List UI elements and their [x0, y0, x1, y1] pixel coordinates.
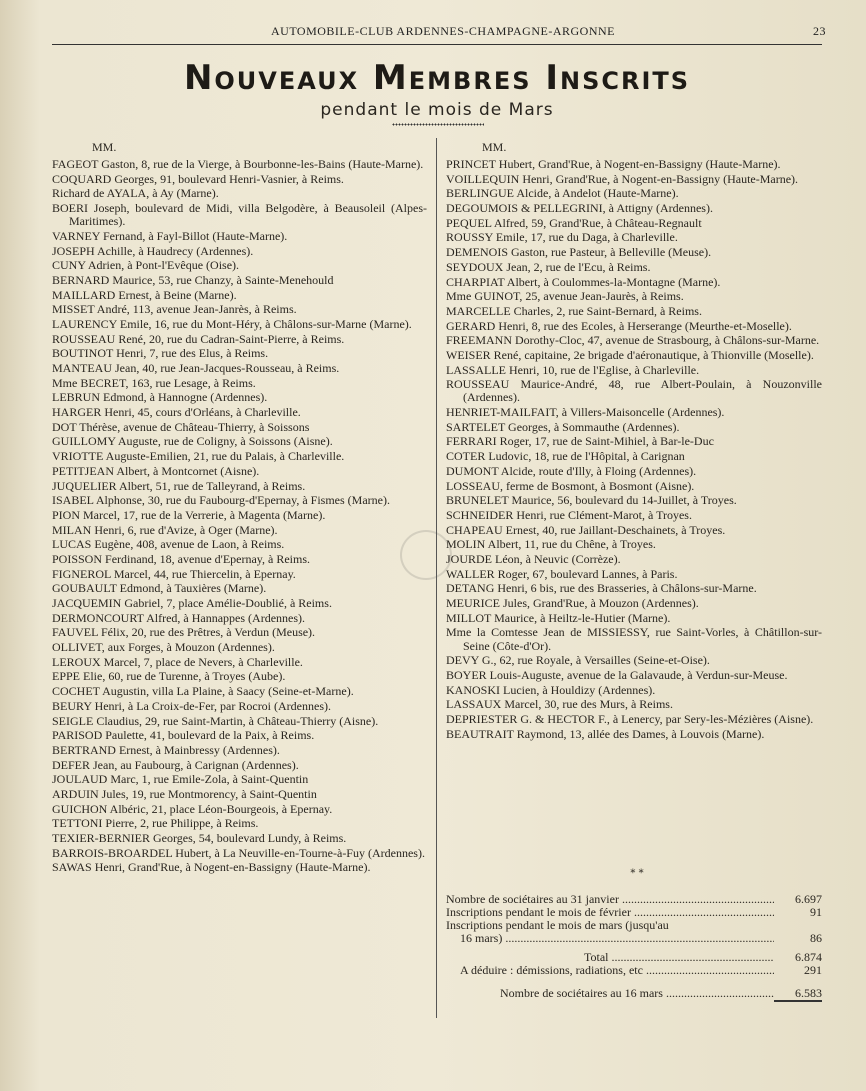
- member-entry: FAGEOT Gaston, 8, rue de la Vierge, à Bourbonne-les-Bains (Haute-Marne).: [52, 157, 424, 171]
- member-entry: PARISOD Paulette, 41, boulevard de la Paix, à Reims.: [52, 728, 315, 743]
- members-list-left: [52, 158, 427, 876]
- member-entry: WALLER Roger, 67, boulevard Lannes, à Paris.: [446, 566, 678, 581]
- member-entry: DETANG Henri, 6 bis, rue des Brasseries, à Châlons-sur-Marne.: [446, 581, 757, 596]
- member-entry: COTER Ludovic, 18, rue de l'Hôpital, à Carignan: [446, 449, 685, 464]
- member-entry: BOERI Joseph, boulevard de Midi, villa Belgodère, à Beausoleil (Alpes-Maritimes).: [52, 201, 427, 229]
- stat-value: 291: [804, 963, 822, 978]
- member-entry: MILAN Henri, 6, rue d'Avize, à Oger (Marne).: [52, 522, 278, 537]
- member-entry: SARTELET Georges, à Sommauthe (Ardennes).: [446, 419, 680, 434]
- member-entry: BEURY Henri, à La Croix-de-Fer, par Rocroi (Ardennes).: [52, 698, 331, 713]
- member-entry: PEQUEL Alfred, 59, Grand'Rue, à Château-Regnault: [446, 215, 702, 230]
- member-entry: SAWAS Henri, Grand'Rue, à Nogent-en-Bassigny (Haute-Marne).: [52, 860, 371, 875]
- stat-row-final: [446, 987, 822, 1002]
- member-entry: MARCELLE Charles, 2, rue Saint-Bernard, à Reims.: [446, 303, 702, 318]
- stat-label: Inscriptions pendant le mois de février .....: [446, 906, 774, 919]
- member-entry: DOT Thérèse, avenue de Château-Thierry, à Soissons: [52, 419, 310, 434]
- member-entry: VOILLEQUIN Henri, Grand'Rue, à Nogent-en-Bassigny (Haute-Marne).: [446, 171, 799, 186]
- member-entry: DEGOUMOIS & PELLEGRINI, à Attigny (Ardennes).: [446, 201, 713, 216]
- member-entry: LAURENCY Emile, 16, rue du Mont-Héry, à Châlons-sur-Marne (Marne).: [52, 316, 412, 331]
- member-entry: WEISER René, capitaine, 2e brigade d'aéronautique, à Thionville (Moselle).: [446, 347, 814, 362]
- member-entry: ISABEL Alphonse, 30, rue du Faubourg-d'Epernay, à Fismes (Marne).: [52, 493, 390, 508]
- member-entry: CUNY Adrien, à Pont-l'Evêque (Oise).: [52, 258, 240, 273]
- member-entry: ARDUIN Jules, 19, rue Montmorency, à Saint-Quentin: [52, 786, 317, 801]
- member-entry: JOURDE Léon, à Neuvic (Corrèze).: [446, 551, 621, 566]
- stat-label: Total .....: [584, 951, 774, 964]
- member-entry: Richard de AYALA, à Ay (Marne).: [52, 186, 219, 201]
- member-entry: FERRARI Roger, 17, rue de Saint-Mihiel, à Bar-le-Duc: [446, 434, 714, 449]
- page-subtitle: pendant le mois de Mars: [320, 100, 554, 120]
- running-header: [60, 24, 826, 39]
- members-list-right: [446, 158, 822, 742]
- member-entry: COCHET Augustin, villa La Plaine, à Saacy (Seine-et-Marne).: [52, 684, 354, 699]
- member-entry: DEPRIESTER G. & HECTOR F., à Lenercy, par Sery-les-Mézières (Aisne).: [446, 711, 814, 726]
- stat-row-march-line2: [446, 932, 822, 945]
- stat-value: 86: [810, 931, 822, 946]
- member-entry: MANTEAU Jean, 40, rue Jean-Jacques-Rousseau, à Reims.: [52, 361, 340, 376]
- stat-row-deduct: [446, 964, 822, 977]
- member-entry: POISSON Ferdinand, 18, avenue d'Epernay, à Reims.: [52, 551, 311, 566]
- stat-value: 6.583: [774, 987, 822, 1002]
- stat-label: Inscriptions pendant le mois de mars (jusqu'au: [446, 919, 669, 933]
- member-entry: FREEMANN Dorothy-Cloc, 47, avenue de Strasbourg, à Châlons-sur-Marne.: [446, 333, 820, 348]
- stat-value: 6.697: [795, 892, 822, 906]
- member-entry: GOUBAULT Edmond, à Tauxières (Marne).: [52, 581, 267, 596]
- member-entry: PRINCET Hubert, Grand'Rue, à Nogent-en-Bassigny (Haute-Marne).: [446, 157, 781, 171]
- stat-label: Nombre de sociétaires au 16 mars .....: [500, 987, 774, 1000]
- member-entry: DEVY G., 62, rue Royale, à Versailles (Seine-et-Oise).: [446, 653, 710, 668]
- member-entry: LEROUX Marcel, 7, place de Nevers, à Charleville.: [52, 654, 303, 669]
- member-entry: EPPE Elie, 60, rue de Turenne, à Troyes (Aube).: [52, 669, 286, 684]
- stat-label: A déduire : démissions, radiations, etc .....: [460, 964, 774, 977]
- member-entry: KANOSKI Lucien, à Houldizy (Ardennes).: [446, 682, 656, 697]
- member-entry: MILLOT Maurice, à Heiltz-le-Hutier (Marne).: [446, 610, 671, 625]
- page-number: 23: [813, 24, 826, 38]
- membership-statistics: [446, 893, 822, 1002]
- member-entry: BOUTINOT Henri, 7, rue des Elus, à Reims.: [52, 346, 269, 361]
- member-entry: DEFER Jean, au Faubourg, à Carignan (Ardennes).: [52, 757, 299, 772]
- member-entry: BEAUTRAIT Raymond, 13, allée des Dames, à Louvois (Marne).: [446, 726, 765, 741]
- member-entry: BERNARD Maurice, 53, rue Chanzy, à Sainte-Menehould: [52, 272, 334, 287]
- member-entry: OLLIVET, aux Forges, à Mouzon (Ardennes).: [52, 640, 275, 655]
- member-entry: JUQUELIER Albert, 51, rue de Talleyrand, à Reims.: [52, 478, 306, 493]
- stat-label: Nombre de sociétaires au 31 janvier .....: [446, 893, 774, 906]
- member-entry: BOYER Louis-Auguste, avenue de la Galavaude, à Verdun-sur-Meuse.: [446, 667, 788, 682]
- stat-row-january: [446, 893, 822, 906]
- column-heading-left: MM.: [92, 140, 117, 154]
- member-entry: BARROIS-BROARDEL Hubert, à La Neuville-en-Tourne-à-Fuy (Ardennes).: [52, 845, 425, 860]
- member-entry: LASSAUX Marcel, 30, rue des Murs, à Reims.: [446, 697, 673, 712]
- member-entry: GUICHON Albéric, 21, place Léon-Bourgeois, à Epernay.: [52, 801, 333, 816]
- member-entry: CHAPEAU Ernest, 40, rue Jaillant-Deschainets, à Troyes.: [446, 522, 726, 537]
- member-entry: VRIOTTE Auguste-Emilien, 21, rue du Palais, à Charleville.: [52, 449, 345, 464]
- member-entry: GERARD Henri, 8, rue des Ecoles, à Herserange (Meurthe-et-Moselle).: [446, 318, 792, 333]
- member-entry: BRUNELET Maurice, 56, boulevard du 14-Juillet, à Troyes.: [446, 493, 737, 508]
- stat-value: 91: [810, 905, 822, 920]
- member-entry: DEMENOIS Gaston, rue Pasteur, à Belleville (Meuse).: [446, 245, 712, 260]
- stat-row-total: [446, 951, 822, 964]
- member-entry: JACQUEMIN Gabriel, 7, place Amélie-Doublié, à Reims.: [52, 596, 332, 611]
- member-entry: ROUSSEAU René, 20, rue du Cadran-Saint-Pierre, à Reims.: [52, 331, 345, 346]
- member-entry: FIGNEROL Marcel, 44, rue Thiercelin, à Epernay.: [52, 566, 296, 581]
- member-entry: TETTONI Pierre, 2, rue Philippe, à Reims.: [52, 816, 259, 831]
- member-entry: ROUSSEAU Maurice-André, 48, rue Albert-Poulain, à Nouzonville (Ardennes).: [446, 377, 822, 405]
- dotted-ornament: [392, 123, 484, 126]
- member-entry: PETITJEAN Albert, à Montcornet (Aisne).: [52, 463, 260, 478]
- member-entry: SEYDOUX Jean, 2, rue de l'Ecu, à Reims.: [446, 259, 651, 274]
- member-entry: LASSALLE Henri, 10, rue de l'Eglise, à Charleville.: [446, 362, 700, 377]
- member-entry: DERMONCOURT Alfred, à Hannappes (Ardennes).: [52, 610, 306, 625]
- member-entry: FAUVEL Félix, 20, rue des Prêtres, à Verdun (Meuse).: [52, 625, 316, 640]
- member-entry: LEBRUN Edmond, à Hannogne (Ardennes).: [52, 390, 268, 405]
- member-entry: Mme BECRET, 163, rue Lesage, à Reims.: [52, 375, 256, 390]
- member-entry: HARGER Henri, 45, cours d'Orléans, à Charleville.: [52, 405, 301, 420]
- page-title: Nouveaux Membres Inscrits: [183, 58, 691, 98]
- column-heading-right: MM.: [482, 140, 507, 154]
- member-entry: VARNEY Fernand, à Fayl-Billot (Haute-Marne).: [52, 228, 288, 243]
- member-entry: GUILLOMY Auguste, rue de Coligny, à Soissons (Aisne).: [52, 434, 333, 449]
- member-entry: BERLINGUE Alcide, à Andelot (Haute-Marne).: [446, 186, 679, 201]
- header-rule: [52, 44, 822, 45]
- member-entry: DUMONT Alcide, route d'Illy, à Floing (Ardennes).: [446, 463, 697, 478]
- member-entry: MISSET André, 113, avenue Jean-Janrès, à Reims.: [52, 302, 297, 317]
- member-entry: LOSSEAU, ferme de Bosmont, à Bosmont (Aisne).: [446, 478, 695, 493]
- member-entry: HENRIET-MAILFAIT, à Villers-Maisoncelle (Ardennes).: [446, 405, 725, 420]
- stat-value: 6.874: [795, 950, 822, 965]
- member-entry: JOSEPH Achille, à Haudrecy (Ardennes).: [52, 243, 254, 258]
- member-entry: SEIGLE Claudius, 29, rue Saint-Martin, à Château-Thierry (Aisne).: [52, 713, 379, 728]
- member-entry: TEXIER-BERNIER Georges, 54, boulevard Lundy, à Reims.: [52, 831, 347, 846]
- stat-row-march-line1: [446, 919, 822, 932]
- stat-label: 16 mars) .....: [460, 932, 774, 945]
- stat-row-february: [446, 906, 822, 919]
- member-entry: ROUSSY Emile, 17, rue du Daga, à Charleville.: [446, 230, 678, 245]
- member-entry: SCHNEIDER Henri, rue Clément-Marot, à Troyes.: [446, 507, 692, 522]
- member-entry: MOLIN Albert, 11, rue du Chêne, à Troyes.: [446, 537, 656, 552]
- asterism: * *: [630, 868, 644, 879]
- member-entry: Mme la Comtesse Jean de MISSIESSY, rue Saint-Vorles, à Châtillon-sur-Seine (Côte-d'Or).: [446, 625, 822, 653]
- member-entry: MAILLARD Ernest, à Beine (Marne).: [52, 287, 237, 302]
- member-entry: BERTRAND Ernest, à Mainbressy (Ardennes).: [52, 742, 280, 757]
- member-entry: JOULAUD Marc, 1, rue Emile-Zola, à Saint-Quentin: [52, 772, 309, 787]
- member-entry: CHARPIAT Albert, à Coulommes-la-Montagne (Marne).: [446, 274, 721, 289]
- member-entry: PION Marcel, 17, rue de la Verrerie, à Magenta (Marne).: [52, 507, 326, 522]
- member-entry: LUCAS Eugène, 408, avenue de Laon, à Reims.: [52, 537, 285, 552]
- member-entry: MEURICE Jules, Grand'Rue, à Mouzon (Ardennes).: [446, 596, 699, 611]
- member-entry: COQUARD Georges, 91, boulevard Henri-Vasnier, à Reims.: [52, 171, 344, 186]
- member-entry: Mme GUINOT, 25, avenue Jean-Jaurès, à Reims.: [446, 289, 684, 304]
- running-title: AUTOMOBILE-CLUB ARDENNES-CHAMPAGNE-ARGONNE: [270, 24, 615, 38]
